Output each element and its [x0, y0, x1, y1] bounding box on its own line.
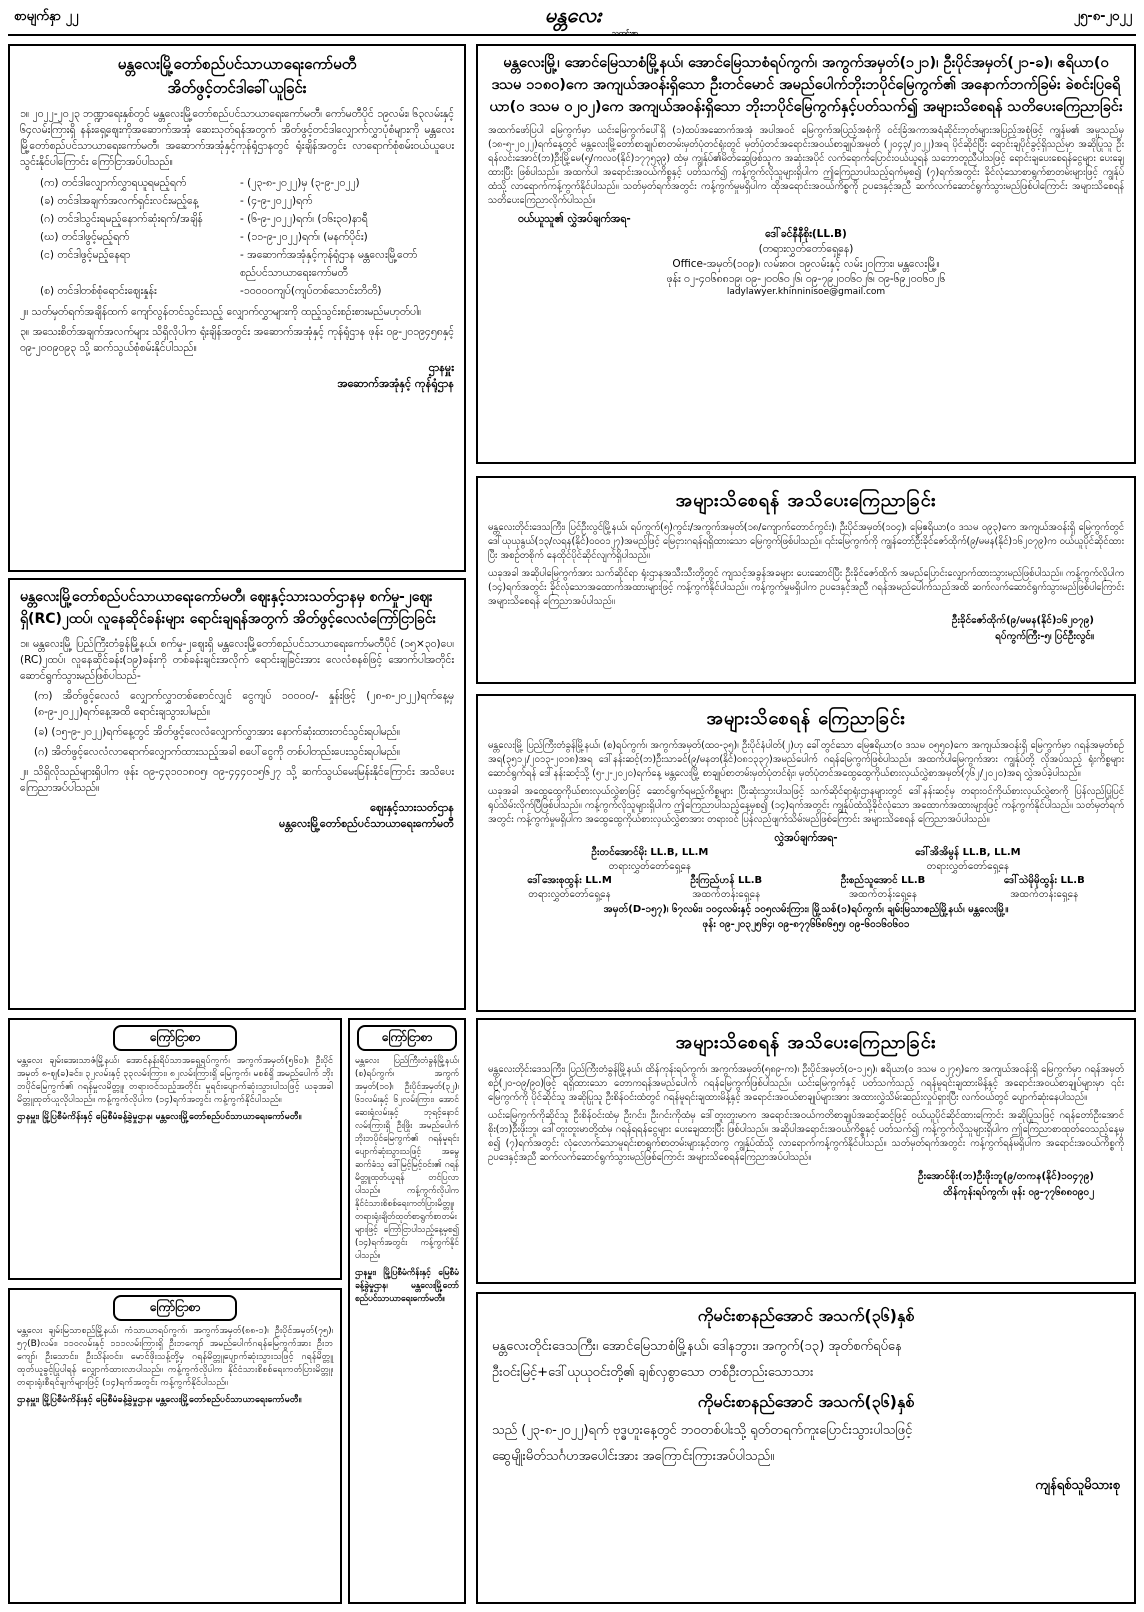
page-number: စာမျက်နှာ ၂၂ [14, 9, 79, 24]
obituary-line-3: သည် (၂၃-၈-၂၀၂၂)ရက် ဗုဒ္ဓဟူးနေ့တွင် ဘဝတစ်ပါးသို့ ရုတ်တရက်ကူးပြောင်းသွားပါသဖြင့် [492, 1423, 913, 1438]
classified-ad [348, 1018, 466, 1604]
tender-item: (င) တင်ဒါဖွင့်မည့်နေရာ - အဆောက်အအုံနှင့်ကုန်ရုံဌာန မန္တလေးမြို့တော်စည်ပင်သာယာရေးကော်မတီ [40, 249, 418, 279]
tender-paragraph-3: ၃။ အသေးစိတ်အချက်အလက်များ သိရှိလိုပါက ရုံးချိန်အတွင်း အဆောက်အအုံနှင့် ကုန်ရုံဌာန ဖုန်း ၀၉-၂၀၁၉၄၅၈နှင့် ၀၉-၂၀၀၉၀၉၃ သို့ ဆက်သွယ်စုံစမ်းနိုင်ပါသည်။ [20, 326, 454, 354]
tender-item: (ဃ) တင်ဒါဖွင့်မည့်ရက် - (၁၁-၉-၂၀၂၂)ရက်၊ (မနက်ပိုင်း) [40, 231, 368, 243]
auction-item-c: (ဂ) အိတ်ဖွင့်လေလံလာရောက်လျှောက်ထားသည့်အခါ စပေါ်ငွေကို တစ်ပါတည်းပေးသွင်းရပါမည်။ [34, 746, 401, 758]
notice-paragraph-2: ယခုအခါ အထွေထွေကိုယ်စားလှယ်လွှဲစာဖြင့် ဆောင်ရွက်ရမည့်ကိစ္စများ ပြီးဆုံးသွားပါသဖြင့် သက်ဆိုင်ရာရုံးဌာနများတွင် ဒေါ်နန်းဆင့်မှ တရားဝင်ကိုယ်စားလှယ်လွှဲစာကို ပြန်လည်ပြုပြင်ရုပ်သိမ်းလိုက်ပြီဖြစ်ပါသည်။ ကန့်ကွက်လိုသူများရှိပါက ဤကြေညာပါသည့်နေ့မှစ၍ (၁၄)ရက်အတွင်း ကျွန်ုပ်ထံသို့ခိုင်လုံသော အထောက်အထားများဖြင့် ကန့်ကွက်နိုင်ပါသည်။ သတ်မှတ်ရက်အတွင်း ကန့်ကွက်မှုမရှိပါက အထွေထွေကိုယ်စားလှယ်လွှဲစာအား တရားဝင် ပြန်လည်ဖျက်သိမ်းမည်ဖြစ်ကြောင်း အများသိစေရန် ကြေညာအပ်ပါသည်။ [488, 786, 1124, 825]
lawyer-block: ဒေါ်သဲမိုမိုထွန်း LL.B အထက်တန်းရှေ့နေ [1003, 875, 1085, 900]
lawyer-block: ဦးကြည်ဟန် LL.B အထက်တန်းရှေ့နေ [690, 875, 763, 900]
auction-item-b: (ခ) (၁၅-၉-၂၀၂၂)ရက်နေ့တွင် အိတ်ဖွင့်လေလံလျှောက်လွှာအား နောက်ဆုံးထားတင်သွင်းရပါမည်။ [34, 726, 401, 738]
public-notice [476, 476, 1136, 684]
page-header [0, 0, 1144, 38]
auction-notice [8, 578, 466, 1010]
lawyer-role: (တရားလွှတ်တော်ရှေ့နေ) [758, 243, 854, 255]
ad-footer: ဌာနမှူး၊ မြို့ပြစီမံကိန်းနှင့် မြေစီမံခန့်ခွဲမှုဌာန၊ မန္တလေးမြို့တော်စည်ပင်သာယာရေးကော်မတီ။ [17, 1395, 302, 1405]
notice-signature-address: ရပ်ကွက်ကြီး-၅၊ ပြင်ဦးလွင်။ [995, 631, 1094, 642]
ad-body: မန္တလေး ပြည်ကြီးတံခွန်မြို့နယ်၊ (စ)ရပ်ကွက်၊ အကွက်အမှတ်(၁၀)၊ ဦးပိုင်အမှတ်(၃၂)၊ ၆၁လမ်းနှင့် ၆၂လမ်းကြား၊ အောင်ဆေးရုံလမ်းနှင့် ဘုရင့်နောင်လမ်းကြားရှိ ဦးဖြိုး အမည်ပေါက် ဘိုးဘပိုင်မြေကွက်၏ ဂရန်မူရင်းပျောက်ဆုံးသွားသဖြင့် အမွေဆက်ခံသူ ဒေါ်မြင့်မြင့်ဝင်း၏ ဂရန်မိတ္တူထုတ်ယူရန် တင်ပြလာပါသည်။ ကန့်ကွက်လိုပါက နိုင်ငံသားစိစစ်ရေးကတ်ပြားမိတ္တူ၊ တရားရုံးချိတ်ထုတ်စာရွက်စာတမ်းများဖြင့် ကြော်ငြာပါသည့်နေ့မှစ၍ (၁၄)ရက်အတွင်း ကန့်ကွက်နိုင်ပါသည်။ [355, 1056, 459, 1261]
notice-signature-name: ဦးအောင်စိုး(ဘ)ဦးဖိုးဘူ(၉/တကန(နိုင်)၁၀၄၇၉) [918, 1171, 1094, 1182]
obituary-line-1: မန္တလေးတိုင်းဒေသကြီး၊ အောင်မြေသာစံမြို့နယ်၊ ဒေါနဘွား၊ အကွက်(၁၃) အုတ်စက်ရပ်နေ [492, 1339, 902, 1354]
lawyer-name: ဒေါ်ခင်နီနီစိုး(LL.B) [765, 228, 847, 240]
tender-title: အိတ်ဖွင့်တင်ဒါခေါ်ယူခြင်း [167, 79, 307, 97]
notice-banner: အများသိစေရန် အသိပေးကြေညာခြင်း [675, 1032, 937, 1053]
auction-title: မန္တလေးမြို့တော်စည်ပင်သာယာရေးကော်မတီ၊ ဈေးနှင့်သားသတ်ဌာနမှ စက်မှု-၂ဈေးရှိ(RC)၂ထပ်၊ လူနေဆိုင်ခန်းများ ရောင်းချရန်အတွက် အိတ်ဖွင့်လေလံကြော်ငြာခြင်း [20, 589, 437, 627]
lawyer-address: Office-အမှတ်(၁၀၉)၊ လမ်း၈၀၊ ၁၉လမ်းနှင့် လမ်း၂၀ကြား၊ မန္တလေးမြို့။ [672, 258, 940, 270]
ad-heading: ကြော်ငြာစာ [357, 1025, 457, 1051]
issue-date: ၂၅-၈-၂၀၂၂ [1073, 9, 1132, 24]
auction-paragraph-2: ၂။ သိရှိလိုသည်များရှိပါက ဖုန်း ၀၉-၄၃၁၀၁၈၀၅၊ ၀၉-၄၄၄၀၁၅၆၂၇ သို့ ဆက်သွယ်မေးမြန်းနိုင်ကြောင်း အသိပေးကြေညာအပ်ပါသည်။ [20, 766, 454, 794]
notice-paragraph-1: မန္တလေးတိုင်းဒေသကြီး၊ ပြည်ကြီးတံခွန်မြို့နယ်၊ ထိန်ကုန်းရပ်ကွက်၊ အကွက်အမှတ်(၅၈၉-က)၊ ဦးပိုင်အမှတ်(၀-၁၂၅)၊ ဧရိယာ(၀ ဒသမ ၀၂၇၅)ကေ အကျယ်အဝန်းရှိ မြေကွက်မှာ ဂရန်အမှတ်စဉ်(၂၀-၀၉/၉၀)ဖြင့် ရရှိထားသော တောကရန်အမည်ပေါက် ဂရန်မြေကွက်ဖြစ်ပါသည်။ ယင်းမြေကွက်နှင့် ပတ်သက်သည့် ဂရန်မူရင်းချထားမိန့်နှင့် အရောင်းအဝယ်စာချုပ်များမှာ ၎င်းမြေကွက်ကို ပိုင်ဆိုင်သူ အဆိုပြုသူ ဦးစိန်ဝင်းထံတွင် ဂရန်မူရင်းချထားမိန့်နှင့် အရောင်းအဝယ်စာချုပ်များအား အထားလွှဲသိမ်းဆည်းလှုပ်ရှားပြီး လက်ဝယ်တွင် ပျောက်ဆုံးနေပါသည်။ [488, 1064, 1124, 1103]
lawyer-email: ladylawyer.khinninisoe@gmail.com [726, 287, 886, 297]
auction-signature-dept: ဈေးနှင့်သားသတ်ဌာန [370, 801, 454, 814]
lawyers-address: အမှတ်(D-၁၅၇)၊ ၆၇လမ်း၊ ၁၀၄လမ်းနှင့် ၁၀၅လမ်းကြား၊ မြို့သစ်(၁)ရပ်ကွက်၊ ချမ်းမြသာစည်မြို့နယ်၊ မန္တလေးမြို့။ [603, 904, 1009, 915]
notice-banner: အများသိစေရန် ကြေညာခြင်း [706, 708, 906, 729]
authorization-label: ဝယ်ယူသူ၏ လွှဲအပ်ချက်အရ- [518, 213, 631, 225]
auction-item-a: (က) အိတ်ဖွင့်လေလံ လျှောက်လွှာတစ်စောင်လျှင် ငွေကျပ် ၁၀၀၀၀/- နှုန်းဖြင့် (၂၈-၈-၂၀၂၂)ရက်နေ့မှ (၈-၉-၂၀၂၂)ရက်နေ့အထိ ရောင်းချသွားပါမည်။ [34, 690, 454, 718]
lawyer-phone: ဖုန်း ၀၂-၄၀၆၈၈၁၉၊ ၀၉-၂၀၀၆၀၂၆၊ ၀၉-၇၉၂၀၀၆၀၂၆၊ ၀၉-၆၉၂၀၀၆၀၂၆ [666, 273, 946, 285]
tender-title-org: မန္တလေးမြို့တော်စည်ပင်သာယာရေးကော်မတီ [117, 55, 357, 73]
obituary-line-2: ဦးဝင်းမြင့်+ဒေါ်ယုယုဝင်းတို့၏ ချစ်လှစွာသော တစ်ဦးတည်းသောသား [492, 1365, 814, 1380]
notice-paragraph-1: မန္တလေးမြို့ ပြည်ကြီးတံခွန်မြို့နယ်၊ (စ)ရပ်ကွက်၊ အကွက်အမှတ်(ထဝ-၃၅)၊ ဦးပိုင်နံပါတ်(၂)ဟု ခေါ်တွင်သော မြေဧရိယာ(၀ ဒသမ ၀၅၅၀)ကေ အကျယ်အဝန်းရှိ မြေကွက်မှာ ဂရန်အမှတ်စဉ်အရ(၃၅၁၂/၂၀၁၃-၂၀၁၈)အရ ဒေါ်နန်းဆင့်(ဘ)ဦးသာခင်(၉/မနတ(နိုင်)၀၈၁၃၃၇)အမည်ပေါက် ဂရန်မြေကွက်ဖြစ်ပါသည်။ အထက်ပါမြေကွက်အား ကျွန်ုပ်တို့ လိုအပ်သည့် ရုံးကိစ္စများ ဆောင်ရွက်ရန် ဒေါ်နန်းဆင့်သို့ (၅-၂-၂၀၂၀)ရက်နေ့ မန္တလေးမြို့ စာချုပ်စာတမ်းမှတ်ပုံတင်ရုံး၊ မှတ်ပုံတင်အထွေထွေကိုယ်စားလှယ်လွှဲစာအမှတ်(၇၆၂/၂၀၂၀)အရ လွှဲအပ်ခဲ့ပါသည်။ [488, 740, 1124, 779]
tender-item: (စ) တင်ဒါတစ်စုံရောင်းဈေးနှုန်း -၁၀၀၀၀ကျပ်(ကျပ်တစ်သောင်းတိတိ) [40, 285, 382, 297]
masthead-logo [508, 2, 638, 37]
obituary-notice [476, 1292, 1136, 1604]
classified-ad [8, 1018, 342, 1280]
tender-item: (ဂ) တင်ဒါသွင်းရမည့်နောက်ဆုံးရက်/အချိန် - (၆-၉-၂၀၂၂)ရက်၊ (၁၆း၃၀)နာရီ [40, 213, 368, 225]
header-rule [8, 34, 1136, 36]
auction-paragraph-1: ၁။ မန္တလေးမြို့ ပြည်ကြီးတံခွန်မြို့နယ်၊ စက်မှု-၂ဈေးရှိ မန္တလေးမြို့တော်စည်ပင်သာယာရေးကော်မတီပိုင် (၁၅×၃၀)ပေ၊ (RC)၂ထပ်၊ လူနေဆိုင်ခန်း(၁၉)ခန်းကို တစ်ခန်းချင်းအလိုက် ရောင်းချခြင်းအား လေလံစနစ်ဖြင့် အောက်ပါအတိုင်းဆောင်ရွက်သွားမည်ဖြစ်ပါသည်- [20, 638, 454, 682]
notice-banner: အများသိစေရန် အသိပေးကြေညာခြင်း [675, 490, 937, 511]
tender-paragraph-2: ၂။ သတ်မှတ်ရက်အချိန်ထက် ကျော်လွန်တင်သွင်းသည့် လျှောက်လွှာများကို ထည့်သွင်းစဉ်းစားမည်မဟုတ်ပါ။ [20, 306, 422, 318]
tender-signature-dept: အဆောက်အအုံနှင့် ကုန်ရုံဌာန [337, 377, 454, 390]
obituary-signature: ကျန်ရစ်သူမိသားစု [1035, 1478, 1120, 1493]
lawyer-block: ဦးစည်သူအောင် LL.B အထက်တန်းရှေ့နေ [840, 875, 926, 900]
tender-signature-title: ဌာနမှူး [428, 361, 454, 374]
notice-paragraph-1: မန္တလေးတိုင်းဒေသကြီး၊ ပြင်ဦးလွင်မြို့နယ်၊ ရပ်ကွက်(၅)ကွင်း/အကွက်အမှတ်(၁၈/ကျောက်တောင်ကွင်း)၊ ဦးပိုင်အမှတ်(၁၀၄)၊ မြေဧရိယာ(၀ ဒသမ ၀၉၃)ကေ အကျယ်အဝန်းရှိ မြေကွက်တွင် ဒေါ်ယုယုနွယ်(၁၃/လရန(နိုင်)၀၀၀၁၂၇)အမည်ဖြင့် မြေငှားဂရန်ရရှိထားသော မြေကွက်ဖြစ်ပါသည်။ ၎င်းမြေကွက်ကို ကျွန်တော်ဦးခိုင်ဇော်ထိုက်(၉/မမန(နိုင်)၁၆၂၀၇၉)က ဝယ်ယူပိုင်ဆိုင်ထားပြီး အစဉ်တစိုက် နေထိုင်ပိုင်ဆိုင်လျက်ရှိပါသည်။ [488, 522, 1124, 561]
ad-footer: ဌာနမှူး၊ မြို့ပြစီမံကိန်းနှင့် မြေစီမံခန့်ခွဲမှုဌာန၊ မန္တလေးမြို့တော်စည်ပင်သာယာရေးကော်မတီ။ [17, 1112, 302, 1122]
lawyer-block: ဦးတင်အောင်မိုး LL.B, LL.M တရားလွှတ်တော်ရှေ့နေ [591, 847, 709, 872]
ad-heading: ကြော်ငြာစာ [113, 1025, 237, 1051]
lawyers-row [488, 874, 1124, 902]
tender-paragraph-1: ၁။ ၂၀၂၂-၂၀၂၃ ဘဏ္ဍာရေးနှစ်တွင် မန္တလေးမြို့တော်စည်ပင်သာယာရေးကော်မတီ၊ ကော်မတီပိုင် ၁၉လမ်း၊ ၆၃လမ်းနှင့် ၆၄လမ်းကြားရှိ နန်းရှေ့ဈေးကိုအဆောက်အအုံ ဆေးသုတ်ရန်အတွက် အိတ်ဖွင့်တင်ဒါလျှောက်လွှာပုံစံများကို မန္တလေးမြို့တော်စည်ပင်သာယာရေးကော်မတီ၊ အဆောက်အအုံနှင့်ကုန်ရုံဌာနတွင် ရုံးချိန်အတွင်း လာရောက်စုံစမ်းဝယ်ယူပေးသွင်းနိုင်ပါကြောင်း ကြော်ငြာအပ်ပါသည်။ [20, 108, 454, 168]
land-notice-body: အထက်ဖော်ပြပါ မြေကွက်မှာ ယင်းမြေကွက်ပေါ်ရှိ (၁)ထပ်အဆောက်အအုံ အပါအဝင် မြေကွက်အပြည့်အစုံကို ၀င်းခြံအကာအရံဆိုင်းဘုတ်များအပြည့်အစုံဖြင့် ကျွန်မ၏ အမှုသည်မှ (၁၈-၅-၂၀၂၂)ရက်နေ့တွင် မန္တလေးမြို့တော်စာချုပ်စာတမ်းမှတ်ပုံတင်ရုံးတွင် မှတ်ပုံတင်အရောင်းအဝယ်စာချုပ်အမှတ် (၂၀၄၃/၂၀၂၂)အရ ပိုင်ဆိုင်ပြီး ရောင်းချပိုင်ခွင့်ရှိသည်မှာ အဆိုပြုသူ ဦးရန်လင်းအောင်(ဘ)ဦးမြို့မေ(၅/ကလဝ(နိုင်)၁၇၇၅၃၉) ထံမှ ကျွန်ုပ်၏မိတ်ဆွေဖြစ်သူက အဆုံးအပိုင် လက်ရောက်ပြောင်းဝယ်ယူရန် သဘောတူညီပါသဖြင့် ရောင်းချပေးစေရန်ငွေများ ပေးချေထားပြီး ဖြစ်ပါသည်။ အထက်ပါ အရောင်းအဝယ်ကိစ္စနှင့် ပတ်သက်၍ ကန့်ကွက်လိုသူများရှိပါက ဤကြေညာပါသည့်ရက်မှစ၍ (၇)ရက်အတွင်း ခိုင်လုံသောစာရွက်စာတမ်းများဖြင့် ကျွန်ုပ်ထံသို့ လာရောက်ကန့်ကွက်နိုင်ပါသည်။ သတ်မှတ်ရက်အတွင်း ကန့်ကွက်မှုမရှိပါက ထိုအရောင်းအဝယ်ကိစ္စကို ဥပဒေနှင့်အညီ ဆက်လက်ဆောင်ရွက်သွားမည်ဖြစ်ပါကြောင်း အများသိစေရန် သတိပေးကြေညာလိုက်ပါသည်။ [488, 125, 1124, 206]
tender-schedule-list [20, 174, 454, 300]
public-notice [476, 1018, 1136, 1284]
lawyers-row [488, 846, 1124, 874]
tender-notice [8, 44, 466, 572]
notice-signature-contact: ထိန်ကုန်းရပ်ကွက်၊ ဖုန်း ၀၉-၇၇၆၈၈၀၉၀၂ [943, 1187, 1094, 1198]
logo-text: မန္တလေး [544, 3, 602, 27]
land-notice-title: မန္တလေးမြို့၊ အောင်မြေသာစံမြို့နယ်၊ အောင်မြေသာစံရပ်ကွက်၊ အကွက်အမှတ်(၁၂၁)၊ ဦးပိုင်အမှတ်(၂၁-ခ)၊ ဧရိယာ(၀ ဒသမ ၁၁၈၀)ကေ အကျယ်အဝန်းရှိသော ဦးတင်မောင် အမည်ပေါက်ဘိုးဘပိုင်မြေကွက်၏ အနောက်ဘက်ခြမ်း ခဲစင်းပြရေိယာ(၀ ဒသမ ၀၂၀၂)ကေ အကျယ်အဝန်းရှိသော ဘိုးဘပိုင်မြေကွက်နှင့်ပတ်သက်၍ အများသိစေရန် သတိပေးကြေညာခြင်း [489, 55, 1123, 115]
ad-footer: ဌာနမှူး၊ မြို့ပြစီမံကိန်းနှင့် မြေစီမံခန့်ခွဲမှုဌာန၊ မန္တလေးမြို့တော်စည်ပင်သာယာရေးကော်မတီ။ [355, 1268, 459, 1304]
logo-subtext: သတင်းစာ [611, 28, 638, 37]
notice-paragraph-2: ယခုအခါ အဆိုပါမြေကွက်အား သက်ဆိုင်ရာ ရုံးဌာနအသီးသီးတို့တွင် ကျသင့်အခွန်အခများ ပေးဆောင်ပြီး ဦးခိုင်ဇော်ထိုက် အမည်ပြောင်းလျှောက်ထားသွားမည်ဖြစ်ပါသည်။ ကန့်ကွက်လိုပါက (၁၄)ရက်အတွင်း ခိုင်လုံသောအထောက်အထားများဖြင့် ကန့်ကွက်နိုင်ပါသည်။ ကန့်ကွက်မှုမရှိပါက ဥပဒေနှင့်အညီ ဂရန်အမည်ပေါက်သည်အထိ ဆက်လက်ဆောင်ရွက်သွားမည်ဖြစ်ပါကြောင်း အများသိစေရန် ကြေညာအပ်ပါသည်။ [488, 568, 1124, 607]
lawyer-block: ဒေါ်အေးစုထွန်း LL.M တရားလွှတ်တော်ရှေ့နေ [527, 875, 612, 900]
authorization-label: လွှဲအပ်ချက်အရ- [774, 832, 838, 844]
notice-signature-name: ဦးခိုင်ဇော်ထိုက်(၉/မမန(နိုင်)၁၆၂၀၇၉) [951, 615, 1094, 626]
obituary-line-4: ဆွေမျိုးမိတ်သင်္ဂဟအပေါင်းအား အကြောင်းကြားအပ်ပါသည်။ [492, 1449, 775, 1464]
tender-item: (က) တင်ဒါလျှောက်လွှာရယူရမည့်ရက် - (၂၃-၈-၂၀၂၂)မှ (၃-၉-၂၀၂၂) [40, 177, 360, 189]
lawyers-phone: ဖုန်း ၀၉-၂၀၃၂၅၆၄၊ ၀၉-၈၇၇၆၆၈၆၅၅၊ ၀၉-၆၀၁၆၀၆၀၁ [702, 919, 910, 930]
public-notice [476, 694, 1136, 1012]
notice-paragraph-2: ယင်းမြေကွက်ကိုဆိုင်သူ ဦးစိန်ဝင်းထံမှ ဦးဂင်း၊ ဦးဂင်းကိုထံမှ ဒေါ်တူးတူးမာက အရောင်းအဝယ်ကတိစာချုပ်အဆင့်ဆင့်ဖြင့် ဝယ်ယူပိုင်ဆိုင်ထားကြောင်း အဆိုပြုသဖြင့် ဂရန်တော်ဦးအောင်စိုး(ဘ)ဦးဖိုးဘူ၊ ဒေါ်တူးတူးမာတို့ထံမှ ဂရန်ရရန်ငွေများ ပေးချေထားပြီး ဖြစ်ပါသည်။ အဆိုပါအရောင်းအဝယ်ကိစ္စနှင့် ပတ်သက်၍ ကန့်ကွက်လိုသူများရှိပါက ဤကြေညာစာထုတ်ဝေသည့်နေ့မှစ၍ (၇)ရက်အတွင်း လုံလောက်သောမူရင်းစာရွက်စာတမ်းများနှင့်တကွ ကျွန်ုပ်ထံသို့ လာရောက်ကန့်ကွက်နိုင်ပါသည်။ သတ်မှတ်ရက်အတွင်း ကန့်ကွက်ရန်မရှိပါက အရောင်းအဝယ်ကိစ္စကို ဥပဒေနှင့်အညီ ဆက်လက်ဆောင်ရွက်သွားမည်ဖြစ်ကြောင်း အများသိစေရန်ကြေညာအပ်ပါသည်။ [488, 1110, 1124, 1163]
ad-body: မန္တလေး ချမ်းမြသာစည်မြို့နယ်၊ ကံသာယာရပ်ကွက်၊ အကွက်အမှတ်(၈၈-၁)၊ ဦးပိုင်အမှတ်(၇၅)၊ ၅၇(B)လမ်း၊ ၁၁၀လမ်းနှင့် ၁၁၁လမ်းကြားရှိ ဦးဘကျော် အမည်ပေါက်ဂရန်မြေကွက်အား ဦးဘကျော်၊ ဦးသောင်း၊ ဦးသိန်းဝင်း၊ မောင်ဖိုးသန့်တို့မှ ဂရန်မိတ္တူပျောက်ဆုံးသွားသဖြင့် ဂရန်မိတ္တူထုတ်ယူခွင့်ပြုပါရန် လျှောက်ထားလာပါသည်။ ကန့်ကွက်လိုပါက နိုင်ငံသားစိစစ်ရေးကတ်ပြားမိတ္တူ၊ တရားရုံးစီရင်ချက်များဖြင့် (၁၄)ရက်အတွင်း ကန့်ကွက်နိုင်ပါသည်။ [17, 1326, 333, 1388]
obituary-name: ကိုမင်းစာနည်အောင် အသက်(၃၆)နှစ် [697, 1392, 915, 1411]
tender-item: (ခ) တင်ဒါအချက်အလက်ရှင်းလင်းမည့်နေ့ - (၄-၉-၂၀၂၂)ရက် [40, 195, 313, 207]
lawyer-block: ဒေါ်အိအိမွန် LL.B, LL.M တရားလွှတ်တော်ရှေ့နေ [915, 847, 1021, 872]
obituary-title: ကိုမင်းစာနည်အောင် အသက်(၃၆)နှစ် [697, 1306, 915, 1325]
ad-body: မန္တလေး ချမ်းအေးသာဇံမြို့နယ်၊ အောင်နန်းရိပ်သာအရှေ့ရပ်ကွက်၊ အကွက်အမှတ်(၅၆၀)၊ ဦးပိုင်အမှတ် ၈-ဈ(ခ)ခင်း၊ ၃၂လမ်းနှင့် ၃၃လမ်းကြား၊ ၈၂လမ်းကြားရှိ မြေကွက်၊ မစစ်ရှိ အမည်ပေါက် ဘိုးဘပိုင်မြေကွက်၏ ဂရန်မှုလမိတ္တူ၊ တရားဝင်သည့်အတိုင်း မူရင်းပျောက်ဆုံးသွားပါသဖြင့် ယခုအခါ မိတ္တူထုတ်ယူလိုပါသည်။ ကန့်ကွက်လိုပါက (၁၄)ရက်အတွင်း ကန့်ကွက်နိုင်ပါသည်။ [17, 1056, 333, 1105]
land-notice [476, 44, 1136, 464]
auction-signature-org: မန္တလေးမြို့တော်စည်ပင်သာယာရေးကော်မတီ [279, 817, 454, 830]
classified-ad [8, 1288, 342, 1604]
ad-heading: ကြော်ငြာစာ [113, 1295, 237, 1321]
